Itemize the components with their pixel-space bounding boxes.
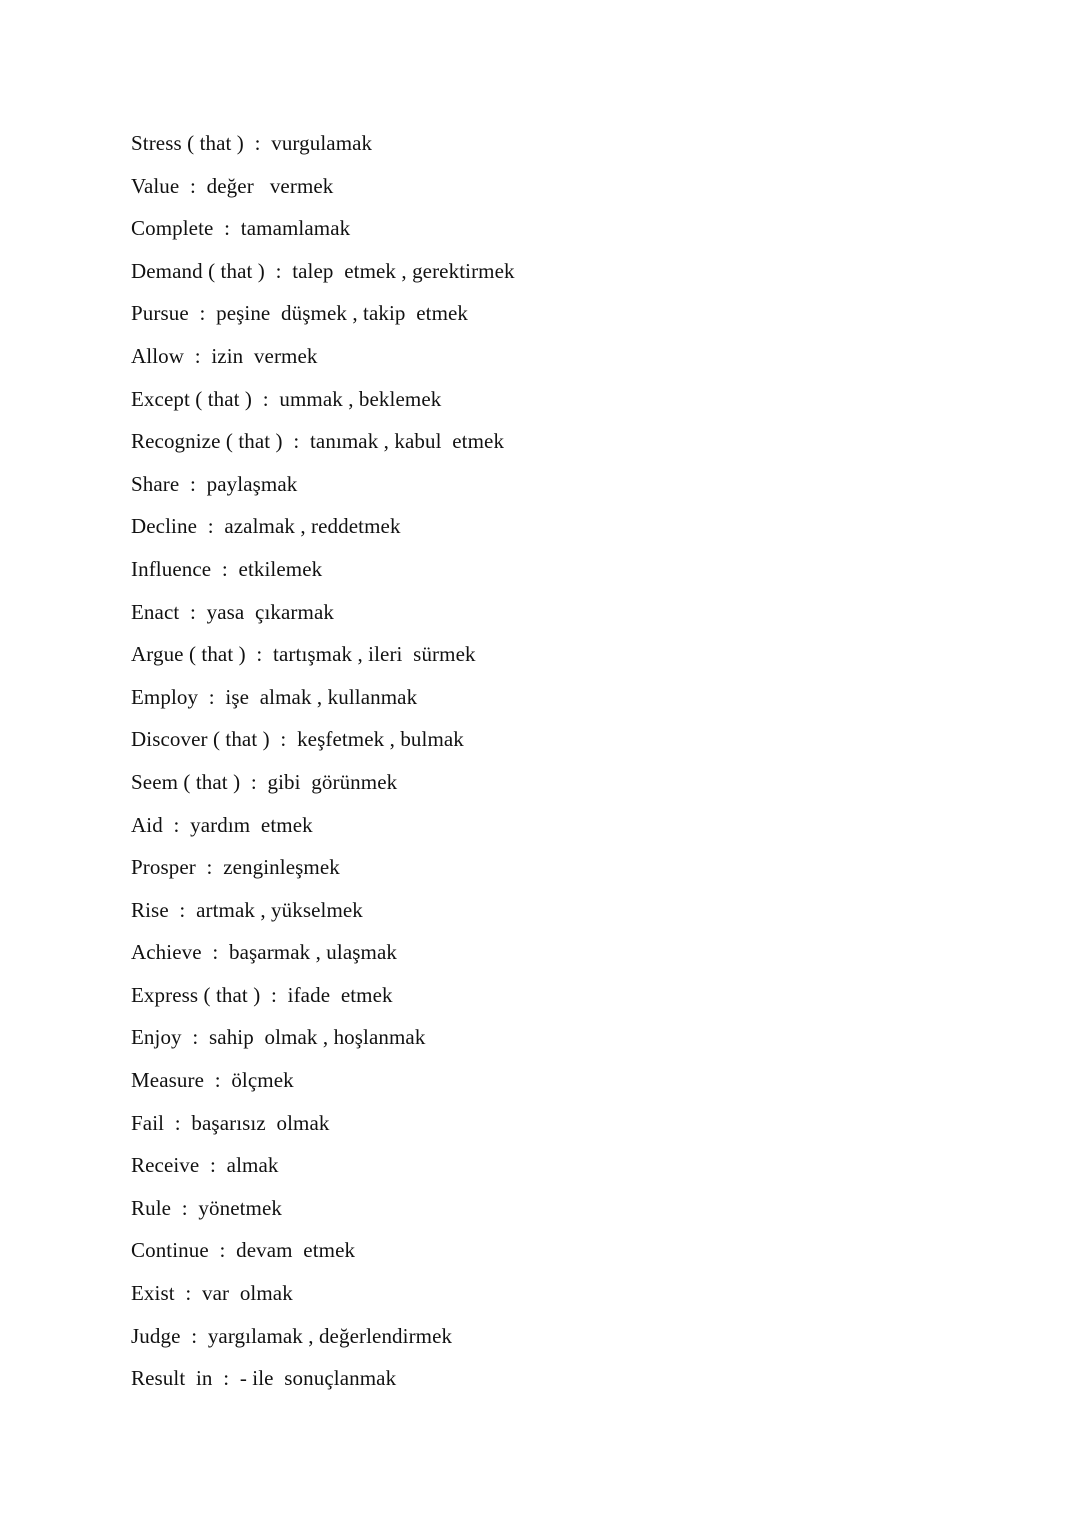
vocabulary-entry: Argue ( that ) : tartışmak , ileri sürmek <box>131 642 476 667</box>
vocabulary-entry: Achieve : başarmak , ulaşmak <box>131 940 397 965</box>
vocabulary-entry: Share : paylaşmak <box>131 471 298 496</box>
vocabulary-entry: Continue : devam etmek <box>131 1238 356 1263</box>
vocabulary-entry: Allow : izin vermek <box>131 343 318 368</box>
vocabulary-entry: Decline : azalmak , reddetmek <box>131 514 401 539</box>
vocabulary-entry: Demand ( that ) : talep etmek , gerektirmek <box>131 258 515 283</box>
vocabulary-entry: Aid : yardım etmek <box>131 812 313 837</box>
vocabulary-entry: Employ : işe almak , kullanmak <box>131 684 418 709</box>
vocabulary-entry: Complete : tamamlamak <box>131 216 351 241</box>
vocabulary-entry: Discover ( that ) : keşfetmek , bulmak <box>131 727 464 752</box>
vocabulary-entry: Exist : var olmak <box>131 1281 293 1306</box>
vocabulary-entry: Result in : - ile sonuçlanmak <box>131 1366 397 1391</box>
vocabulary-entry: Enact : yasa çıkarmak <box>131 599 334 624</box>
vocabulary-entry: Express ( that ) : ifade etmek <box>131 982 393 1007</box>
vocabulary-entry: Receive : almak <box>131 1153 279 1178</box>
vocabulary-entry: Measure : ölçmek <box>131 1068 294 1093</box>
vocabulary-entry: Except ( that ) : ummak , beklemek <box>131 386 442 411</box>
vocabulary-entry: Fail : başarısız olmak <box>131 1110 330 1135</box>
vocabulary-entry: Rule : yönetmek <box>131 1195 283 1220</box>
vocabulary-entry: Pursue : peşine düşmek , takip etmek <box>131 301 469 326</box>
vocabulary-entry: Seem ( that ) : gibi görünmek <box>131 769 398 794</box>
vocabulary-entry: Influence : etkilemek <box>131 556 323 581</box>
vocabulary-entry: Prosper : zenginleşmek <box>131 855 340 880</box>
vocabulary-entry: Enjoy : sahip olmak , hoşlanmak <box>131 1025 426 1050</box>
vocabulary-entry: Stress ( that ) : vurgulamak <box>131 131 373 155</box>
vocabulary-entry: Value : değer vermek <box>131 173 334 198</box>
vocabulary-entry: Rise : artmak , yükselmek <box>131 897 363 922</box>
vocabulary-list <box>131 128 991 1406</box>
vocabulary-entry: Judge : yargılamak , değerlendirmek <box>131 1323 453 1348</box>
vocabulary-entry: Recognize ( that ) : tanımak , kabul etmek <box>131 429 505 454</box>
